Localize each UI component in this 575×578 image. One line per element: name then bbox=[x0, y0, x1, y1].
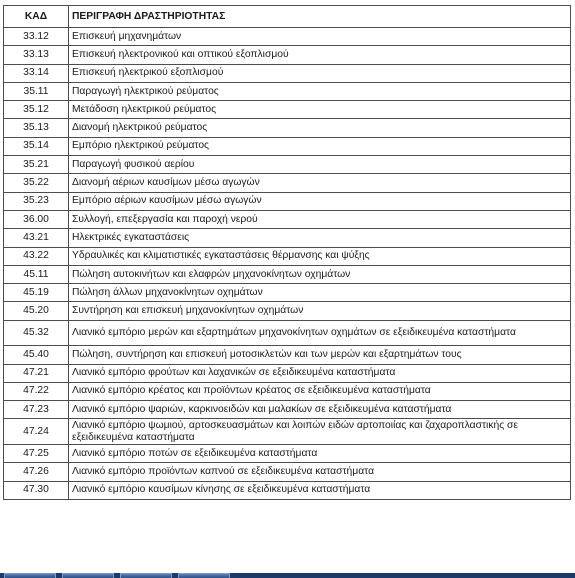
taskbar-button[interactable] bbox=[178, 573, 230, 578]
row-code-cell: 35.21 bbox=[4, 156, 69, 174]
row-description-cell: Πώληση αυτοκινήτων και ελαφρών μηχανοκίνητων οχημάτων bbox=[69, 265, 571, 283]
table-row bbox=[4, 284, 571, 302]
row-description-cell: Διανομή ηλεκτρικού ρεύματος bbox=[69, 119, 571, 137]
row-code-cell: 33.13 bbox=[4, 46, 69, 64]
table-row bbox=[4, 156, 571, 174]
table-row bbox=[4, 64, 571, 82]
row-code-cell: 35.23 bbox=[4, 192, 69, 210]
table-header-row bbox=[4, 6, 571, 28]
table-row bbox=[4, 481, 571, 499]
row-description-cell: Συλλογή, επεξεργασία και παροχή νερού bbox=[69, 210, 571, 228]
taskbar-button[interactable] bbox=[120, 573, 172, 578]
taskbar-button[interactable] bbox=[4, 573, 56, 578]
row-description-cell: Υδραυλικές και κλιματιστικές εγκαταστάσεις θέρμανσης και ψύξης bbox=[69, 247, 571, 265]
row-code-cell: 47.21 bbox=[4, 364, 69, 382]
row-description-cell: Λιανικό εμπόριο ποτών σε εξειδικευμένα καταστήματα bbox=[69, 444, 571, 462]
table-body bbox=[4, 28, 571, 500]
table-row bbox=[4, 302, 571, 320]
table-row bbox=[4, 101, 571, 119]
table-row bbox=[4, 229, 571, 247]
row-description-cell: Παραγωγή φυσικού αερίου bbox=[69, 156, 571, 174]
row-code-cell: 35.11 bbox=[4, 82, 69, 100]
row-description-cell: Πώληση, συντήρηση και επισκευή μοτοσικλετών και των μερών και εξαρτημάτων τους bbox=[69, 346, 571, 364]
table-row bbox=[4, 46, 571, 64]
row-description-cell: Διανομή αέριων καυσίμων μέσω αγωγών bbox=[69, 174, 571, 192]
table-row bbox=[4, 192, 571, 210]
row-description-cell: Λιανικό εμπόριο καυσίμων κίνησης σε εξειδικευμένα καταστήματα bbox=[69, 481, 571, 499]
table-row bbox=[4, 119, 571, 137]
row-code-cell: 45.20 bbox=[4, 302, 69, 320]
row-description-cell: Επισκευή μηχανημάτων bbox=[69, 28, 571, 46]
table-row bbox=[4, 463, 571, 481]
row-code-cell: 33.12 bbox=[4, 28, 69, 46]
table-row bbox=[4, 320, 571, 346]
row-code-cell: 43.22 bbox=[4, 247, 69, 265]
row-description-cell: Παραγωγή ηλεκτρικού ρεύματος bbox=[69, 82, 571, 100]
row-code-cell: 47.30 bbox=[4, 481, 69, 499]
row-description-cell: Λιανικό εμπόριο κρέατος και προϊόντων κρέατος σε εξειδικευμένα καταστήματα bbox=[69, 382, 571, 400]
row-code-cell: 43.21 bbox=[4, 229, 69, 247]
table-row bbox=[4, 364, 571, 382]
row-description-cell: Εμπόριο αέριων καυσίμων μέσω αγωγών bbox=[69, 192, 571, 210]
row-description-cell: Ηλεκτρικές εγκαταστάσεις bbox=[69, 229, 571, 247]
table-row bbox=[4, 247, 571, 265]
row-code-cell: 36.00 bbox=[4, 210, 69, 228]
row-code-cell: 45.40 bbox=[4, 346, 69, 364]
row-description-cell: Μετάδοση ηλεκτρικού ρεύματος bbox=[69, 101, 571, 119]
table-row bbox=[4, 82, 571, 100]
kad-activity-table bbox=[3, 5, 571, 500]
row-code-cell: 47.22 bbox=[4, 382, 69, 400]
row-code-cell: 47.23 bbox=[4, 401, 69, 419]
table-row bbox=[4, 210, 571, 228]
row-code-cell: 45.11 bbox=[4, 265, 69, 283]
table-row bbox=[4, 28, 571, 46]
table-row bbox=[4, 401, 571, 419]
row-code-cell: 35.22 bbox=[4, 174, 69, 192]
row-code-cell: 45.19 bbox=[4, 284, 69, 302]
taskbar-strip bbox=[0, 573, 575, 578]
row-code-cell: 35.13 bbox=[4, 119, 69, 137]
row-description-cell: Πώληση άλλων μηχανοκίνητων οχημάτων bbox=[69, 284, 571, 302]
table-row bbox=[4, 265, 571, 283]
row-description-cell: Λιανικό εμπόριο φρούτων και λαχανικών σε εξειδικευμένα καταστήματα bbox=[69, 364, 571, 382]
row-code-cell: 35.14 bbox=[4, 137, 69, 155]
header-code: ΚΑΔ bbox=[4, 6, 69, 28]
row-code-cell: 35.12 bbox=[4, 101, 69, 119]
row-description-cell: Λιανικό εμπόριο ψαριών, καρκινοειδών και μαλακίων σε εξειδικευμένα καταστήματα bbox=[69, 401, 571, 419]
table-row bbox=[4, 419, 571, 445]
row-code-cell: 45.32 bbox=[4, 320, 69, 346]
row-description-cell: Εμπόριο ηλεκτρικού ρεύματος bbox=[69, 137, 571, 155]
table-row bbox=[4, 346, 571, 364]
table-row bbox=[4, 382, 571, 400]
row-code-cell: 47.25 bbox=[4, 444, 69, 462]
row-code-cell: 47.26 bbox=[4, 463, 69, 481]
taskbar-button[interactable] bbox=[62, 573, 114, 578]
row-description-cell: Επισκευή ηλεκτρονικού και οπτικού εξοπλισμού bbox=[69, 46, 571, 64]
row-description-cell: Λιανικό εμπόριο προϊόντων καπνού σε εξειδικευμένα καταστήματα bbox=[69, 463, 571, 481]
row-description-cell: Επισκευή ηλεκτρικού εξοπλισμού bbox=[69, 64, 571, 82]
table-row bbox=[4, 137, 571, 155]
row-code-cell: 33.14 bbox=[4, 64, 69, 82]
row-description-cell: Συντήρηση και επισκευή μηχανοκίνητων οχημάτων bbox=[69, 302, 571, 320]
row-description-cell: Λιανικό εμπόριο μερών και εξαρτημάτων μηχανοκίνητων οχημάτων σε εξειδικευμένα καταστήματα bbox=[69, 320, 571, 346]
header-description: ΠΕΡΙΓΡΑΦΗ ΔΡΑΣΤΗΡΙΟΤΗΤΑΣ bbox=[69, 6, 571, 28]
table-row bbox=[4, 444, 571, 462]
table-row bbox=[4, 174, 571, 192]
row-code-cell: 47.24 bbox=[4, 419, 69, 445]
row-description-cell: Λιανικό εμπόριο ψωμιού, αρτοσκευασμάτων και λοιπών ειδών αρτοποιίας και ζαχαροπλαστικής σε εξειδικευμένα καταστήματα bbox=[69, 419, 571, 445]
